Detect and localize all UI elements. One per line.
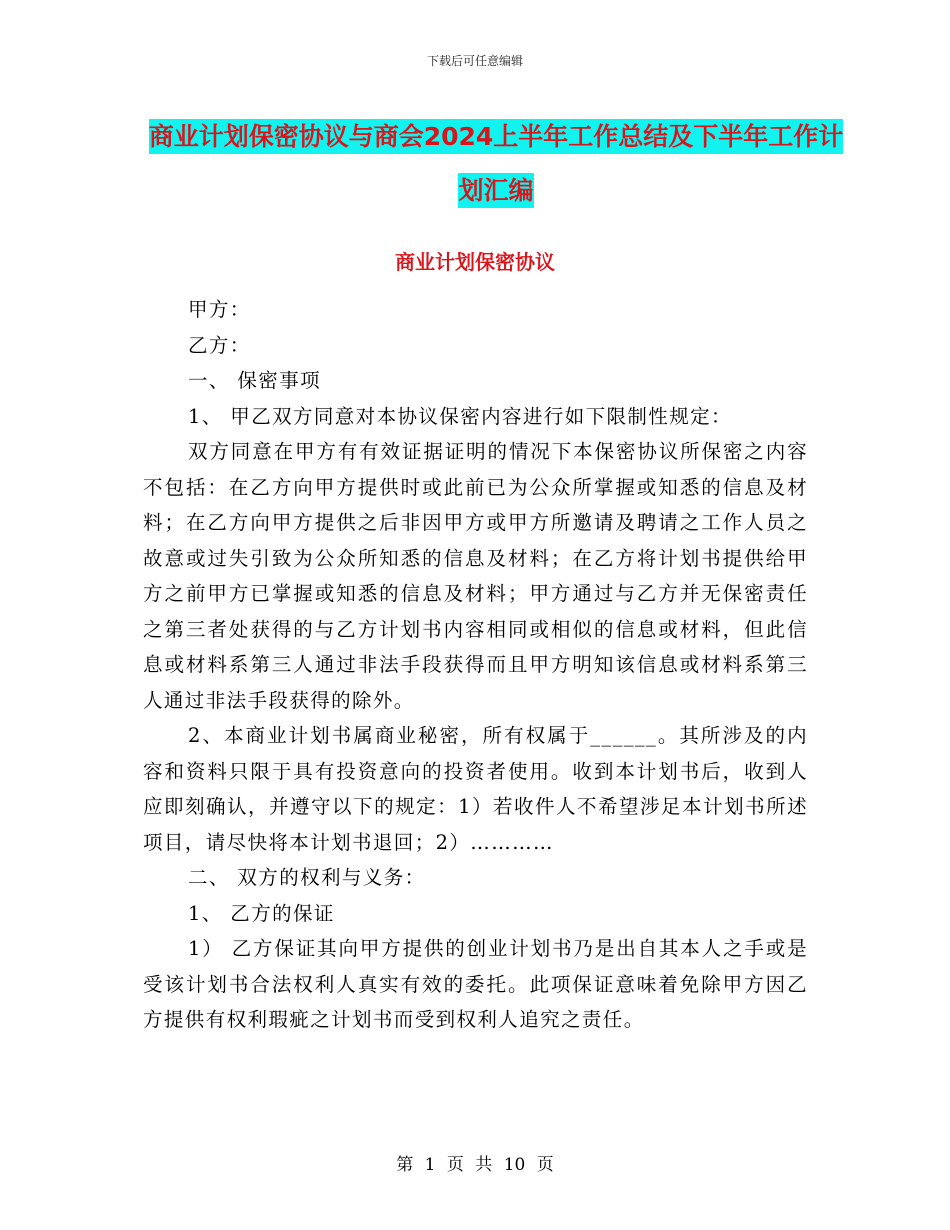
paragraph-guarantee-1: 1） 乙方保证其向甲方提供的创业计划书乃是出自其本人之手或是受该计划书合法权利人真实有效的委托。此项保证意味着免除甲方因乙方提供有权利瑕疵之计划书而受到权利人追究之责任。 [143,937,808,1031]
document-title [140,110,852,218]
party-a-line: 甲方： [188,298,251,321]
document-body [143,292,808,1038]
clause-2: 2、本商业计划书属商业秘密，所有权属于______。其所涉及的内容和资料只限于具有投资意向的投资者使用。收到本计划书后，收到人应即刻确认，并遵守以下的规定：1）若收件人不希望涉足本计划书所述项目，请尽快将本计划书退回；2）………… [143,724,808,854]
section-title: 商业计划保密协议 [395,250,555,274]
heading-confidential-matters: 一、 保密事项 [188,369,321,392]
party-b-line: 乙方： [188,333,251,357]
paragraph-exclusions: 双方同意在甲方有有效证据证明的情况下本保密协议所保密之内容不包括：在乙方向甲方提供时或此前已为公众所掌握或知悉的信息及材料；在乙方向甲方提供之后非因甲方或甲方所邀请及聘请之工作人员之故意或过失引致为公众所知悉的信息及材料；在乙方将计划书提供给甲方之前甲方已掌握或知悉的信息及材料；甲方通过与乙方并无保密责任之第三者处获得的与乙方计划书内容相同或相似的信息或材料，但此信息或材料系第三人通过非法手段获得而且甲方明知该信息或材料系第三人通过非法手段获得的除外。 [143,440,808,712]
page-number: 第 1 页 共 10 页 [396,1155,554,1175]
clause-1: 1、 甲乙双方同意对本协议保密内容进行如下限制性规定： [188,404,732,428]
document-title-text: 商业计划保密协议与商会2024上半年工作总结及下半年工作计划汇编 [149,119,844,208]
page-header-note: 下载后可任意编辑 [426,54,523,68]
subheading-party-b-guarantee: 1、 乙方的保证 [188,901,335,925]
heading-rights-obligations: 二、 双方的权利与义务： [188,866,426,889]
